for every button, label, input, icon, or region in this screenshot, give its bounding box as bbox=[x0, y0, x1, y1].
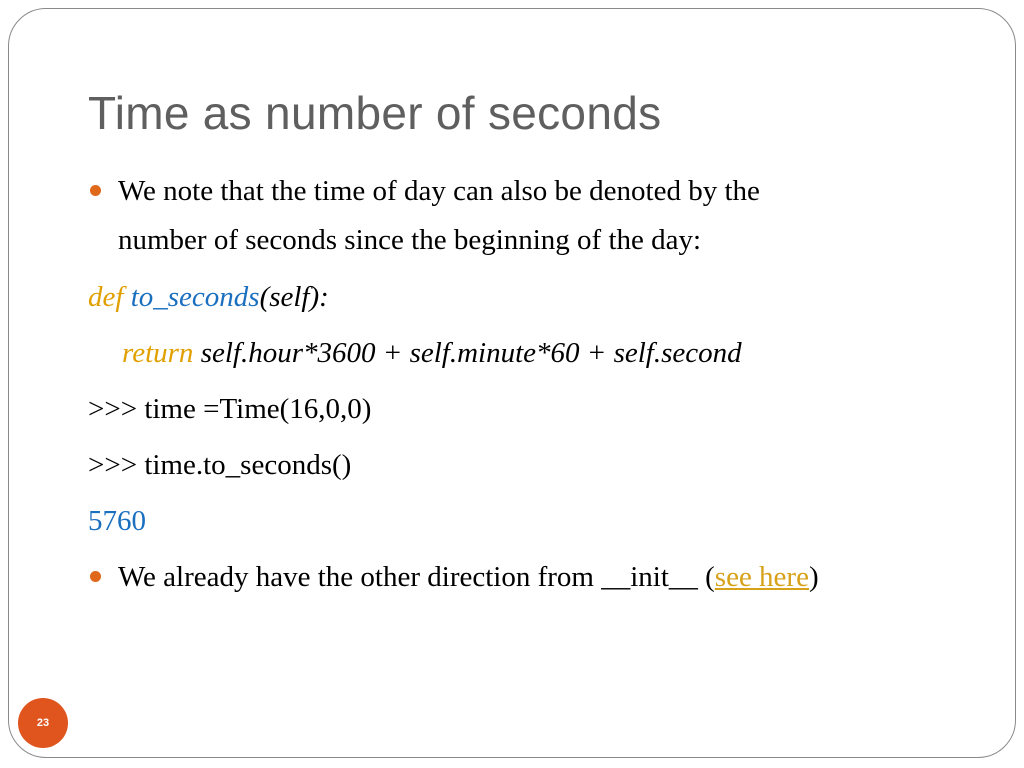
slide-title: Time as number of seconds bbox=[88, 87, 662, 139]
slide-number-badge: 23 bbox=[18, 698, 68, 748]
repl-line-2: >>> time.to_seconds() bbox=[88, 449, 352, 481]
bullet2-text: We already have the other direction from __init__ ( bbox=[118, 561, 715, 593]
code-return-line bbox=[122, 336, 742, 370]
bullet-marker bbox=[90, 185, 101, 196]
return-keyword: return bbox=[122, 337, 194, 369]
function-signature: (self): bbox=[259, 281, 329, 313]
bullet2-line bbox=[118, 560, 819, 594]
repl-output: 5760 bbox=[88, 505, 146, 537]
repl-line-1: >>> time =Time(16,0,0) bbox=[88, 393, 372, 425]
see-here-link[interactable]: see here bbox=[714, 561, 809, 593]
bullet-marker bbox=[90, 571, 101, 582]
bullet1-line1: We note that the time of day can also be denoted by the bbox=[118, 175, 760, 207]
def-keyword: def bbox=[88, 281, 124, 313]
return-expression: self.hour*3600 + self.minute*60 + self.second bbox=[200, 337, 742, 369]
bullet1-line2: number of seconds since the beginning of the day: bbox=[118, 224, 702, 256]
code-def-line bbox=[88, 280, 329, 314]
function-name: to_seconds bbox=[130, 281, 260, 313]
bullet2-close: ) bbox=[808, 561, 819, 593]
